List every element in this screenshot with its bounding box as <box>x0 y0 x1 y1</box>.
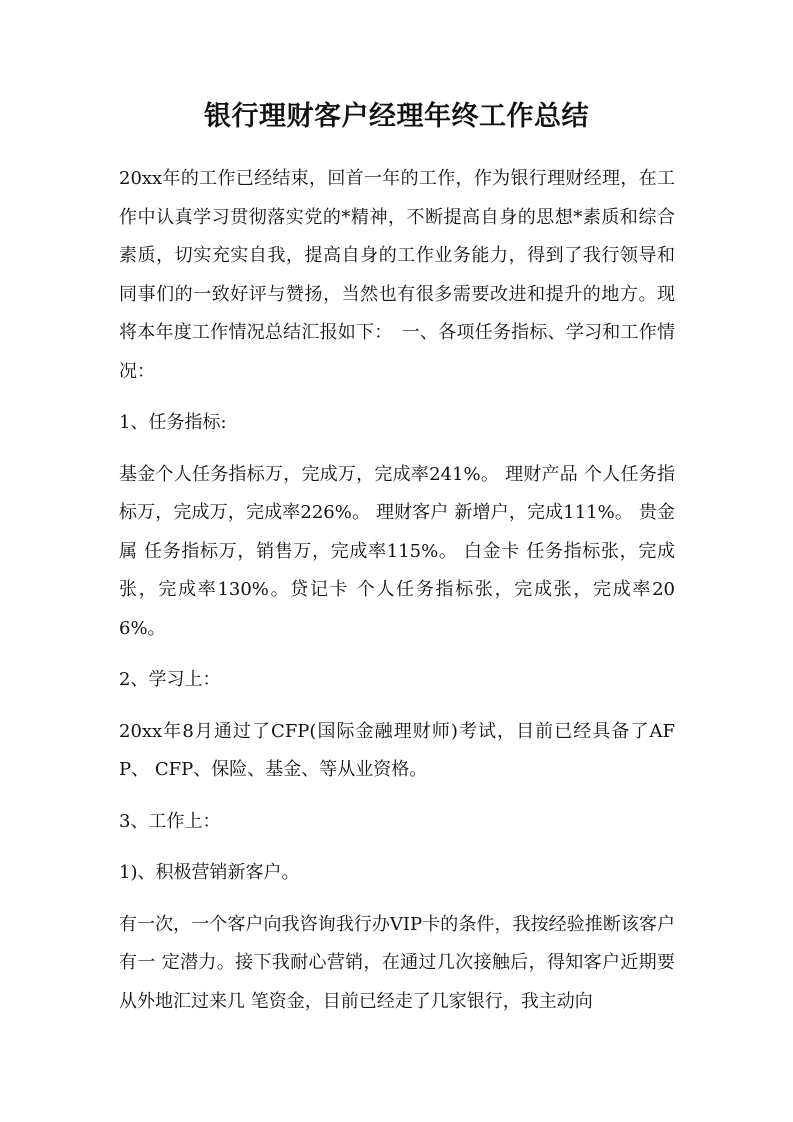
heading-study: 2、学习上： <box>119 669 221 690</box>
document-title: 银行理财客户经理年终工作总结 <box>204 101 589 132</box>
heading-task-indicators: 1、任务指标: <box>119 412 227 433</box>
document-body <box>119 160 675 1021</box>
subheading-new-clients: 1)、积极营销新客户。 <box>119 862 300 883</box>
heading-work: 3、工作上： <box>119 810 221 832</box>
paragraph-task-indicators: 基金个人任务指标万，完成万，完成率241%。 理财产品 个人任务指标万，完成万，完成率226%。 理财客户 新增户，完成111%。 贵金属 任务指标万，销售万，完成率115%。 白金卡 任务指标张，完成张，完成率130%。贷记卡 个人任务指标张，完成张，完成率206%。 <box>119 463 675 639</box>
paragraph-new-clients: 有一次，一个客户向我咨询我行办VIP卡的条件，我按经验推断该客户有一 定潜力。接下我耐心营销，在通过几次接触后，得知客户近期要从外地汇过来几 笔资金，目前已经走了几家银行，我主动向 <box>119 913 675 1012</box>
paragraph-study: 20xx年8月通过了CFP(国际金融理财师)考试，目前已经具备了AFP、 CFP、保险、基金、等从业资格。 <box>119 720 675 780</box>
paragraph-intro: 20xx年的工作已经结束，回首一年的工作，作为银行理财经理，在工作中认真学习贯彻落实党的*精神，不断提高自身的思想*素质和综合素质，切实充实自我，提高自身的工作业务能力，得到了我行领导和同事们的一致好评与赞扬，当然也有很多需要改进和提升的地方。现将本年度工作情况总结汇报如下： 一、各项任务指标、学习和工作情况： <box>119 168 675 382</box>
